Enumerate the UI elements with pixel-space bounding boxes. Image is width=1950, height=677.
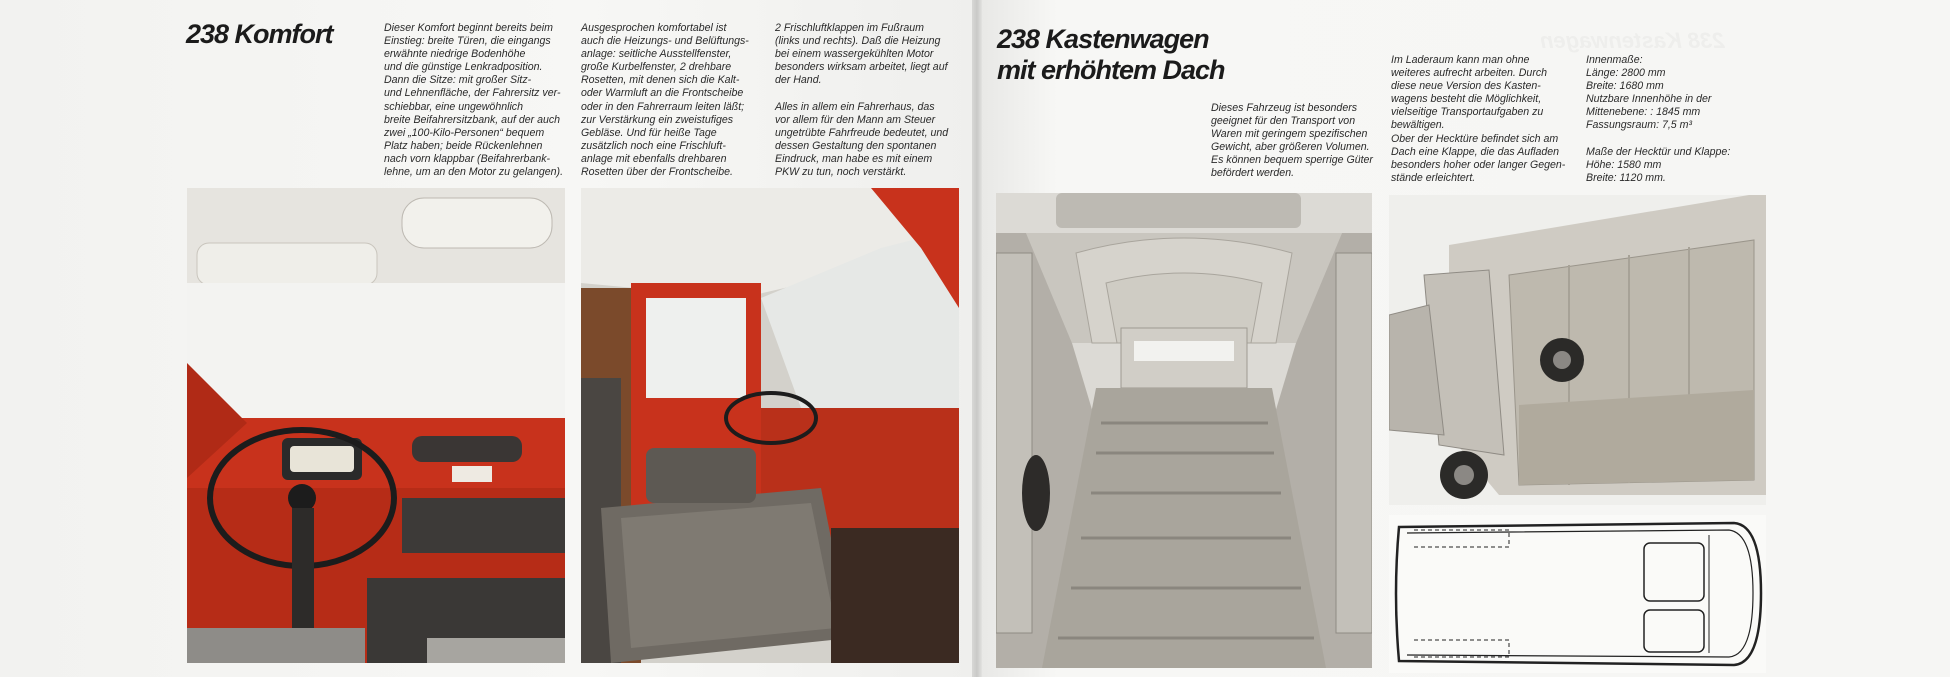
- photo-dashboard: [187, 188, 565, 663]
- heading-line-2: mit erhöhtem Dach: [997, 55, 1225, 85]
- heading-komfort: 238 Komfort: [186, 19, 333, 49]
- text-column-4: Dieses Fahrzeug ist besonders geeignet für den Transport von Waren mit geringem spezifischen Gewicht, aber größeren Volumen. Es können bequem sperrige Güter befördert werden.: [1211, 102, 1373, 180]
- heading-line-1: 238 Kastenwagen: [997, 24, 1209, 54]
- text-column-1: Dieser Komfort beginnt bereits beim Einstieg: breite Türen, die eingangs erwähnte niedrige Bodenhöhe und die günstige Lenkradposition. Dann die Sitze: mit großer Sitz- und Lehnenfläche, der Fahrersitz ver- schiebbar, eine ungewöhnlich breite Beifahrersitzbank, auf der auch zwei „100-Kilo-Personen“ bequem Platz haben; beide Rückenlehnen nach vorn klappbar (Beifahrerbank- lehne, um an den Motor zu gelangen).: [384, 22, 564, 179]
- heading-kastenwagen: [997, 24, 1225, 86]
- photo-cargo-area: [996, 193, 1372, 668]
- page-spine: [972, 0, 982, 677]
- text-column-3: 2 Frischluftklappen im Fußraum (links und rechts). Daß die Heizung bei einem wassergekühlten Motor besonders wirksam arbeitet, liegt auf der Hand. Alles in allem ein Fahrerhaus, das vor allem für den Mann am Steuer ungetrübte Fahrfreude bedeutet, und dessen Gestaltung den spontanen Eindruck, man habe es mit einem PKW zu tun, noch verstärkt.: [775, 22, 949, 179]
- text-column-5: Im Laderaum kann man ohne weiteres aufrecht arbeiten. Durch diese neue Version des Kasten- wagens besteht die Möglichkeit, vielseitige Transportaufgaben zu bewältigen. Ober der Hecktüre befindet sich am Dach eine Klappe, die das Aufladen besonders hoher oder langer Gegen- stände erleichtert.: [1391, 54, 1566, 184]
- specs-column: Innenmaße: Länge: 2800 mm Breite: 1680 mm Nutzbare Innenhöhe in der Mittenebene: : 1845 mm Fassungsraum: 7,5 m³ Maße der Hecktür und Klappe: Höhe: 1580 mm Breite: 1120 mm.: [1586, 54, 1731, 184]
- photo-van-side-open: [1389, 195, 1766, 505]
- text-column-2: Ausgesprochen komfortabel ist auch die Heizungs- und Belüftungs- anlage: seitliche Ausstellfenster, große Kurbelfenster, 2 drehbare Rosetten, mit denen sich die Kalt- oder Warmluft an die Frontscheibe oder in den Fahrerraum leiten läßt; zur Verstärkung ein zweistufiges Gebläse. Und für heiße Tage zusätzlich noch eine Frischluft- anlage mit ebenfalls drehbaren Rosetten über der Frontscheibe.: [581, 22, 749, 179]
- photo-cab-interior: [581, 188, 959, 663]
- show-through-text: 238 Kastenwagen: [1540, 28, 1725, 53]
- floorplan-drawing: [1389, 515, 1766, 673]
